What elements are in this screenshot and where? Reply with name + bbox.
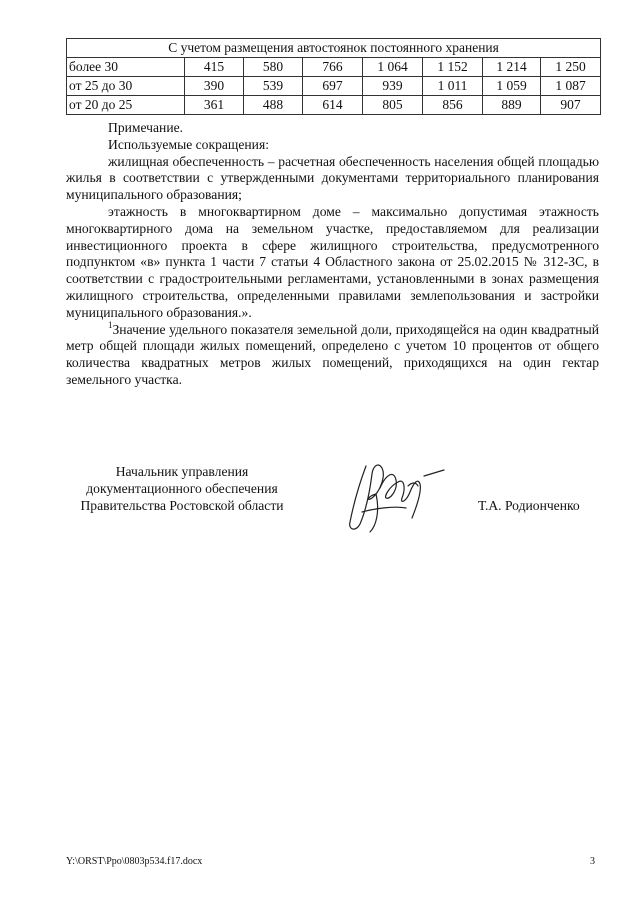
note-heading: Примечание. — [108, 120, 184, 135]
table-header-row — [67, 39, 601, 58]
table-cell: 907 — [541, 96, 601, 115]
housing-definition: жилищная обеспеченность – расчетная обеспеченность населения общей площадью жилья в соответствии с утвержденными документами территориального планирования муниципального образования; — [66, 153, 599, 203]
table-cell: 939 — [363, 77, 423, 96]
page-number: 3 — [590, 856, 595, 867]
signatory-title — [66, 463, 298, 514]
table-cell: 488 — [244, 96, 303, 115]
signatory-title-line: Правительства Ростовской области — [80, 498, 284, 513]
table-header-cell: С учетом размещения автостоянок постоянного хранения — [67, 39, 601, 58]
table-cell: 614 — [303, 96, 363, 115]
density-table — [66, 38, 601, 115]
table-cell: 539 — [244, 77, 303, 96]
table-cell: 1 250 — [541, 58, 601, 77]
notes-section — [66, 120, 599, 389]
table-cell: 1 152 — [423, 58, 483, 77]
footnote-text: Значение удельного показателя земельной доли, приходящейся на один квадратный метр общей площади жилых помещений, определено с учетом 10 процентов от общего количества квадратных метров жилых помещений, приходящихся на один гектар земельного участка. — [66, 321, 599, 387]
file-path: Y:\ORST\Ppo\0803p534.f17.docx — [66, 856, 203, 867]
table-cell: 390 — [185, 77, 244, 96]
floors-definition: этажность в многоквартирном доме – максимально допустимая этажность многоквартирного дома на земельном участке, предоставляемом для реализации инвестиционного проекта в сфере жилищного строительства, предусмотренного подпунктом «в» пункта 1 части 7 статьи 4 Областного закона от 25.02.2015 № 312-ЗС, в соответствии с градостроительными регламентами, установленными в зонах размещения жилищного строительства, определенными правилами землепользования и застройки муниципального образования.». — [66, 203, 599, 320]
table-row — [67, 58, 601, 77]
table-cell: 697 — [303, 77, 363, 96]
table-row — [67, 77, 601, 96]
table-cell: 1 087 — [541, 77, 601, 96]
row-label: от 25 до 30 — [67, 77, 185, 96]
footnote-mark: 1 — [108, 319, 113, 330]
table-cell: 856 — [423, 96, 483, 115]
footnote-paragraph — [66, 319, 599, 389]
row-label: более 30 — [67, 58, 185, 77]
table-cell: 1 011 — [423, 77, 483, 96]
row-label: от 20 до 25 — [67, 96, 185, 115]
handwritten-signature — [336, 452, 456, 536]
table-cell: 889 — [483, 96, 541, 115]
table-cell: 1 214 — [483, 58, 541, 77]
signatory-title-line: Начальник управления — [115, 464, 249, 479]
signatory-name: Т.А. Родионченко — [478, 498, 580, 513]
abbreviations-heading: Используемые сокращения: — [108, 136, 269, 152]
table-cell: 1 059 — [483, 77, 541, 96]
table-cell: 805 — [363, 96, 423, 115]
table-cell: 580 — [244, 58, 303, 77]
signatory-title-line: документационного обеспечения — [86, 481, 278, 496]
table-cell: 361 — [185, 96, 244, 115]
table-cell: 766 — [303, 58, 363, 77]
table-row — [67, 96, 601, 115]
table-cell: 1 064 — [363, 58, 423, 77]
table-cell: 415 — [185, 58, 244, 77]
